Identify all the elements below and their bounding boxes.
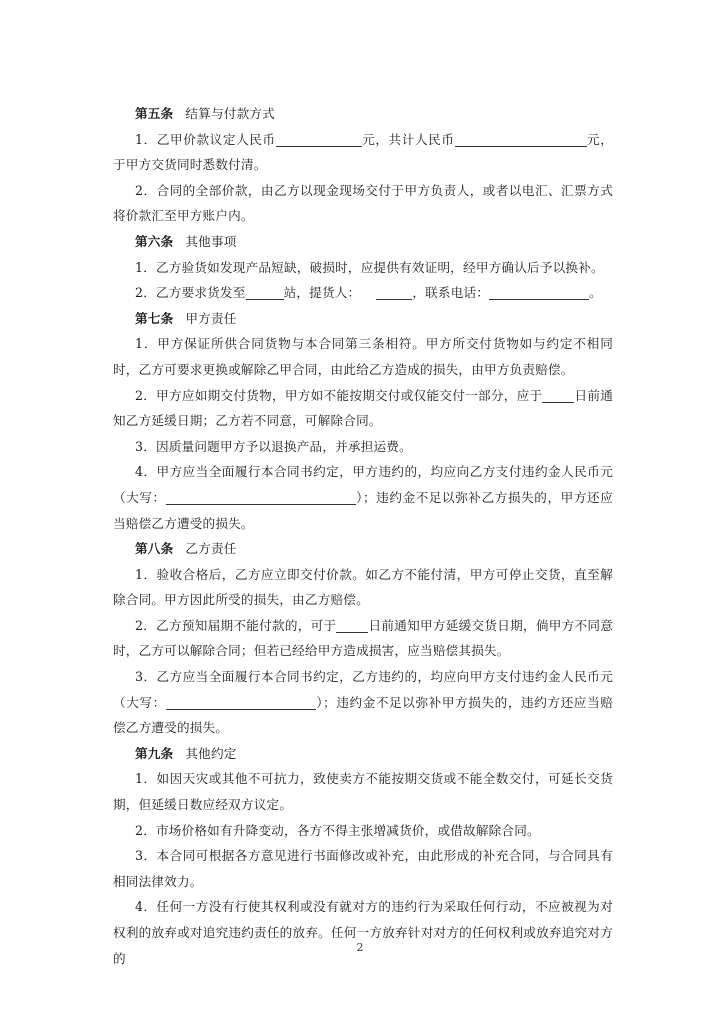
clause-text: ）；违约金不足以弥补乙方损失的，甲方还应当赔偿乙方遭受的损失。: [113, 489, 613, 531]
section-heading: [113, 536, 613, 562]
clause: 1．乙方验货如发现产品短缺，破损时，应提供有效证明，经甲方确认后予以换补。: [135, 259, 604, 275]
fill-blank: [166, 695, 316, 710]
clause: [113, 280, 613, 306]
fill-blank: [455, 132, 587, 147]
clause: [113, 459, 613, 536]
clause-text: 站，提货人：: [283, 285, 361, 301]
clause: 1．甲方保证所供合同货物与本合同第三条相符。甲方所交付货物如与约定不相同时，乙方可要求更换或解除乙甲合同，由此给乙方造成的损失，由甲方负责赔偿。: [113, 336, 613, 377]
clause-text: 元，于甲方交货同时悉数付清。: [113, 131, 613, 173]
fill-blank: [166, 490, 356, 505]
page-number: 2: [356, 941, 364, 954]
section-number: 第七条: [135, 310, 174, 326]
section-title: 结算与付款方式: [185, 106, 275, 121]
clause-text: 3．乙方应当全面履行本合同书约定，乙方违约的，均应向甲方支付违约金人民币元（大写：: [113, 669, 613, 710]
section-number: 第八条: [135, 541, 174, 557]
clause: 2．市场价格如有升降变动，各方不得主张增减货价，或借故解除合同。: [135, 822, 540, 838]
clause-text: ，联系电话：: [412, 285, 490, 301]
clause-text: 2．乙方要求货发至: [135, 285, 246, 301]
fill-blank: [542, 388, 574, 403]
section-title: 甲方责任: [185, 310, 237, 326]
clause-text: 元，共计人民币: [361, 131, 455, 147]
clause-text: 2．乙方预知届期不能付款的，可于: [135, 617, 337, 633]
section-heading: [113, 229, 613, 255]
fill-blank: [276, 132, 362, 147]
clause: 1．验收合格后，乙方应立即交付价款。如乙方不能付清，甲方可停止交货，直至解除合同。甲方因此所受的损失，由乙方赔偿。: [113, 566, 613, 608]
section-heading: [113, 101, 613, 127]
section-title: 乙方责任: [185, 541, 237, 557]
clause-text: 。: [589, 285, 602, 301]
clause: [113, 664, 613, 741]
clause: [113, 127, 613, 178]
clause-text: ）；违约金不足以弥补甲方损失的，违约方还应当赔偿乙方遭受的损失。: [113, 694, 613, 736]
fill-blank: [489, 285, 589, 300]
fill-blank: [336, 618, 368, 633]
section-heading: [113, 306, 613, 332]
clause-text: 1．乙甲价款议定人民币: [135, 131, 276, 147]
clause: 4．任何一方没有行使其权利或没有就对方的违约行为采取任何行动，不应被视为对权利的放弃或对追究违约责任的放弃。任何一方放弃针对对方的任何权利或放弃追究对方的: [113, 899, 613, 966]
clause: 1．如因天灾或其他不可抗力，致使卖方不能按期交货或不能全数交付，可延长交货期，但延缓日数应经双方议定。: [113, 771, 613, 813]
clause-text: 2．甲方应如期交付货物，甲方如不能按期交付或仅能交付一部分，应于: [135, 387, 543, 403]
section-number: 第六条: [135, 233, 174, 249]
section-heading: [113, 741, 613, 767]
contract-body: [113, 101, 613, 971]
clause: [113, 383, 613, 434]
section-title: 其他事项: [185, 233, 237, 249]
fill-blank: [246, 285, 284, 300]
clause-text: 4．甲方应当全面履行本合同书约定，甲方违约的，均应向乙方支付违约金人民币元（大写：: [113, 464, 613, 505]
clause-text: 日前通知乙方延缓日期；乙方若不同意，可解除合同。: [113, 387, 613, 429]
clause-text: 日前通知甲方延缓交货日期，倘甲方不同意时，乙方可以解除合同；但若已经给甲方造成损害，应当赔偿其损失。: [113, 617, 613, 659]
section-number: 第九条: [135, 745, 174, 761]
clause: [113, 613, 613, 664]
section-title: 其他约定: [185, 745, 237, 761]
section-number: 第五条: [135, 106, 174, 121]
clause: 3．因质量问题甲方予以退换产品，并承担运费。: [135, 438, 412, 454]
fill-blank: [376, 285, 412, 300]
clause: 3．本合同可根据各方意见进行书面修改或补充，由此形成的补充合同，与合同具有相同法律效力。: [113, 848, 613, 889]
clause: 2．合同的全部价款，由乙方以现金现场交付于甲方负责人，或者以电汇、汇票方式将价款汇至甲方账户内。: [113, 182, 613, 224]
